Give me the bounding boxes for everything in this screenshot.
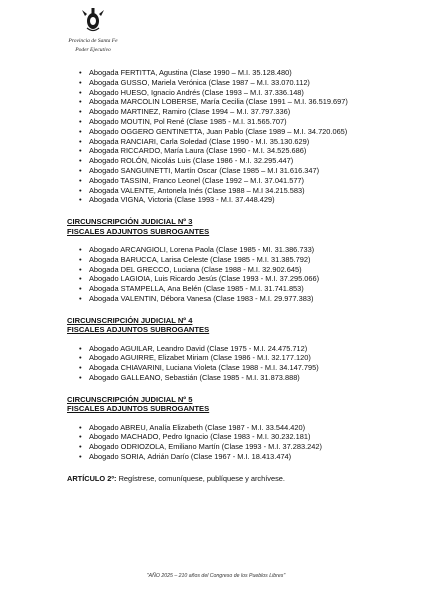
list-item: • Abogado LAGIOIA, Luis Ricardo Jesús (Clase 1993 - M.I. 37.295.066) [89, 274, 417, 284]
letterhead [58, 6, 128, 55]
list-item: • Abogado SORIA, Adrián Darío (Clase 1967 - M.I. 18.413.474) [89, 452, 417, 462]
government-branch: Poder Ejecutivo [75, 47, 111, 53]
appointee-list [67, 423, 417, 462]
list-item: • Abogado OGGERO GENTINETTA, Juan Pablo (Clase 1989 – M.I. 34.720.065) [89, 127, 417, 137]
appointee-list [67, 245, 417, 304]
appointee-list [67, 344, 417, 383]
list-item: • Abogada FERTITTA, Agustina (Clase 1990 – M.I. 35.128.480) [89, 68, 417, 78]
list-item: • Abogada MARCOLIN LOBERSE, María Cecilia (Clase 1991 – M.I. 36.519.697) [89, 97, 417, 107]
list-item: • Abogado ABREU, Analía Elizabeth (Clase 1987 - M.I. 33.544.420) [89, 423, 417, 433]
list-item: • Abogado MACHADO, Pedro Ignacio (Clase 1983 - M.I. 30.232.181) [89, 432, 417, 442]
list-item: • Abogado MOUTIN, Pol René (Clase 1985 - M.I. 31.565.707) [89, 117, 417, 127]
province-name: Provincia de Santa Fe [68, 38, 118, 44]
jurisdiction-section [67, 395, 417, 462]
jurisdiction-section [67, 217, 417, 304]
section-subtitle: FISCALES ADJUNTOS SUBROGANTES [67, 404, 210, 414]
list-item: • Abogado GALLEANO, Sebastián (Clase 1985 - M.I. 31.873.888) [89, 373, 417, 383]
appointee-list [67, 68, 417, 205]
list-item: • Abogada GUSSO, Mariela Verónica (Clase 1987 – M.I. 33.070.112) [89, 78, 417, 88]
jurisdiction-section [67, 316, 417, 383]
article-label: ARTÍCULO 2º: [67, 473, 117, 483]
list-item: • Abogado TASSINI, Franco Leonel (Clase 1992 – M.I. 37.041.577) [89, 176, 417, 186]
section-title: CIRCUNSCRIPCIÓN JUDICIAL Nº 3 [67, 217, 193, 227]
list-item: • Abogada BARUCCA, Larisa Celeste (Clase 1985 - M.I. 31.385.792) [89, 255, 417, 265]
list-item: • Abogada VALENTIN, Débora Vanesa (Clase 1983 - M.I. 29.977.383) [89, 294, 417, 304]
list-item: • Abogado HUESO, Ignacio Andrés (Clase 1993 – M.I. 37.336.148) [89, 88, 417, 98]
list-item: • Abogado ARCANGIOLI, Lorena Paola (Clase 1985 - MI. 31.386.733) [89, 245, 417, 255]
footer-motto: "AÑO 2025 – 210 años del Congreso de los Pueblos Libres" [146, 573, 286, 579]
list-item: • Abogado ROLÓN, Nicolás Luis (Clase 1986 - M.I. 32.295.447) [89, 156, 417, 166]
section-title: CIRCUNSCRIPCIÓN JUDICIAL Nº 5 [67, 394, 193, 404]
document-body [67, 68, 417, 484]
section-title: CIRCUNSCRIPCIÓN JUDICIAL Nº 4 [67, 315, 193, 325]
list-item: • Abogada RANCIARI, Carla Soledad (Clase 1990 - M.I. 35.130.629) [89, 137, 417, 147]
list-item: • Abogada STAMPELLA, Ana Belén (Clase 1985 - M.I. 31.741.853) [89, 284, 417, 294]
section-subtitle: FISCALES ADJUNTOS SUBROGANTES [67, 325, 210, 335]
article-text: Regístrese, comuníquese, publíquese y archívese. [116, 473, 285, 483]
list-item: • Abogada VIGNA, Victoria (Clase 1993 - M.I. 37.448.429) [89, 195, 417, 205]
list-item: • Abogada VALENTE, Antonela Inés (Clase 1988 – M.I 34.215.583) [89, 186, 417, 196]
list-item: • Abogada CHIAVARINI, Luciana Violeta (Clase 1988 - M.I. 34.147.795) [89, 363, 417, 373]
list-item: • Abogada DEL GRECCO, Luciana (Clase 1988 - M.I. 32.902.645) [89, 265, 417, 275]
section-subtitle: FISCALES ADJUNTOS SUBROGANTES [67, 226, 210, 236]
list-item: • Abogada RICCARDO, María Laura (Clase 1990 - M.I. 34.525.686) [89, 146, 417, 156]
list-item: • Abogado SANGUINETTI, Martín Oscar (Clase 1985 – M.I 31.616.347) [89, 166, 417, 176]
coat-of-arms-icon [82, 6, 104, 32]
list-item: • Abogado ODRIOZOLA, Emiliano Martín (Clase 1993 - M.I. 37.283.242) [89, 442, 417, 452]
article-2 [67, 474, 417, 484]
list-item: • Abogado MARTINEZ, Ramiro (Clase 1994 – M.I. 37.797.336) [89, 107, 417, 117]
list-item: • Abogado AGUIRRE, Elizabet Miriam (Clase 1986 - M.I. 32.177.120) [89, 353, 417, 363]
list-item: • Abogado AGUILAR, Leandro David (Clase 1975 - M.I. 24.475.712) [89, 344, 417, 354]
